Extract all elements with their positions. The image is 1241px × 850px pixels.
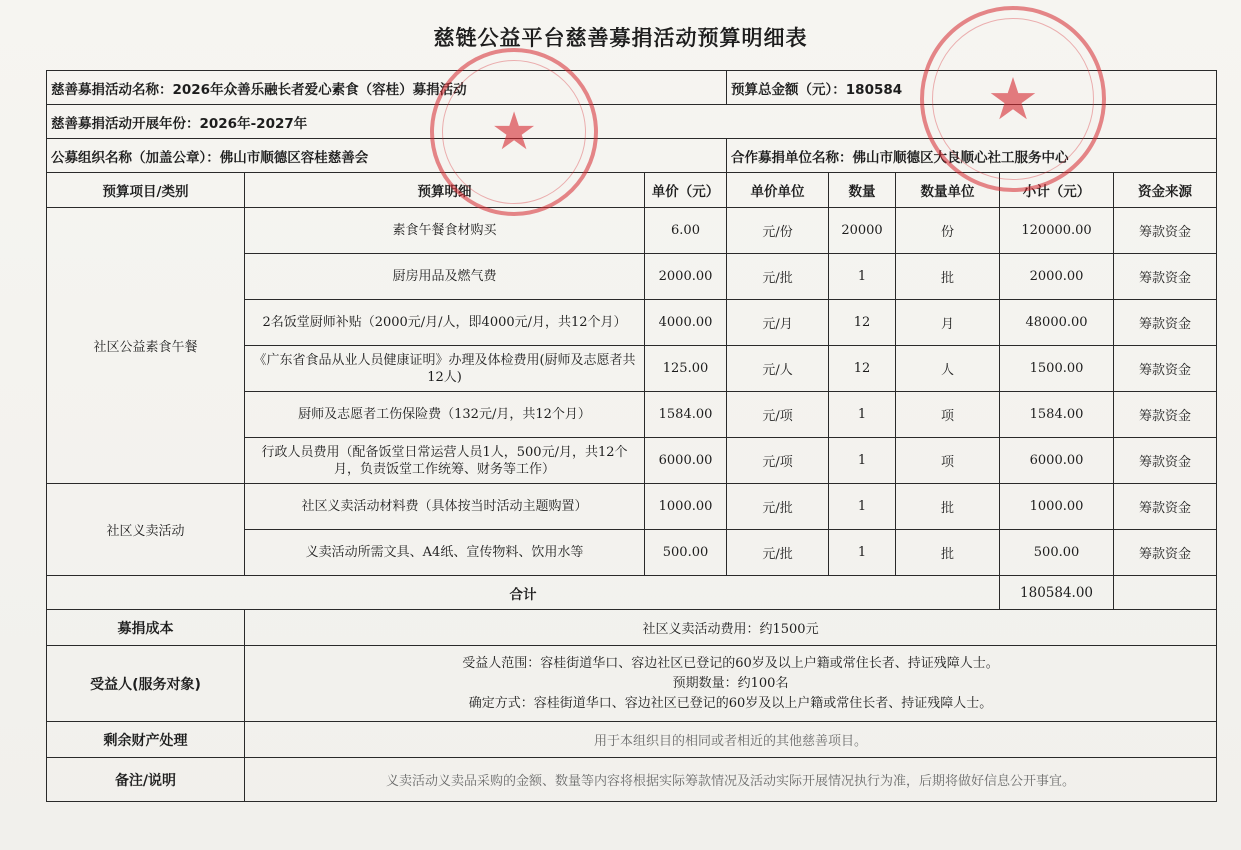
- seal-star-icon: ★: [987, 65, 1039, 133]
- row-price: 1000.00: [645, 484, 727, 530]
- row-qty: 1: [829, 254, 896, 300]
- row-desc: 素食午餐食材购买: [245, 208, 645, 254]
- col-header: 数量: [829, 173, 896, 208]
- row-desc: 社区义卖活动材料费（具体按当时活动主题购置）: [245, 484, 645, 530]
- total-label: 合计: [47, 576, 1000, 610]
- row-qty: 12: [829, 300, 896, 346]
- row-price: 125.00: [645, 346, 727, 392]
- row-price-unit: 元/份: [727, 208, 829, 254]
- beneficiaries-row: [47, 646, 1217, 722]
- fundraising-cost-label: 募捐成本: [47, 610, 245, 646]
- fundraising-cost-value: 社区义卖活动费用：约1500元: [245, 610, 1217, 646]
- beneficiaries-method: 确定方式：容桂街道华口、容边社区已登记的60岁及以上户籍或常住长者、持证残障人士。: [468, 695, 993, 711]
- row-price: 4000.00: [645, 300, 727, 346]
- row-subtotal: 6000.00: [1000, 438, 1114, 484]
- surplus-value: 用于本组织目的相同或者相近的其他慈善项目。: [245, 722, 1217, 758]
- row-price-unit: 元/项: [727, 438, 829, 484]
- row-source: 筹款资金: [1114, 254, 1217, 300]
- category-cell: 社区义卖活动: [47, 484, 245, 576]
- activity-year: 慈善募捐活动开展年份：2026年-2027年: [47, 105, 1217, 139]
- row-desc: 义卖活动所需文具、A4纸、宣传物料、饮用水等: [245, 530, 645, 576]
- row-desc: 厨房用品及燃气费: [245, 254, 645, 300]
- row-desc: 行政人员费用（配备饭堂日常运营人员1人，500元/月，共12个月，负责饭堂工作统筹、财务等工作）: [245, 438, 645, 484]
- remarks-row: [47, 758, 1217, 802]
- row-qty: 1: [829, 392, 896, 438]
- partner-name: 合作募捐单位名称：佛山市顺德区大良顺心社工服务中心: [727, 139, 1217, 173]
- row-subtotal: 1500.00: [1000, 346, 1114, 392]
- col-header: 预算项目/类别: [47, 173, 245, 208]
- row-qty: 12: [829, 346, 896, 392]
- org-name: 公募组织名称（加盖公章）：佛山市顺德区容桂慈善会: [47, 139, 727, 173]
- row-price-unit: 元/人: [727, 346, 829, 392]
- row-price: 500.00: [645, 530, 727, 576]
- row-source: 筹款资金: [1114, 438, 1217, 484]
- info-row-2: [47, 105, 1217, 139]
- row-qty-unit: 项: [896, 392, 1000, 438]
- total-empty: [1114, 576, 1217, 610]
- activity-name: 慈善募捐活动名称：2026年众善乐融长者爱心素食（容桂）募捐活动: [47, 71, 727, 105]
- budget-table: [46, 70, 1217, 802]
- row-qty: 1: [829, 438, 896, 484]
- row-desc: 《广东省食品从业人员健康证明》办理及体检费用(厨师及志愿者共12人): [245, 346, 645, 392]
- row-qty-unit: 批: [896, 530, 1000, 576]
- row-desc: 2名饭堂厨师补贴（2000元/月/人，即4000元/月，共12个月）: [245, 300, 645, 346]
- budget-row: [47, 484, 1217, 530]
- column-header-row: [47, 173, 1217, 208]
- col-header: 单价（元）: [645, 173, 727, 208]
- row-subtotal: 2000.00: [1000, 254, 1114, 300]
- col-header: 小计（元）: [1000, 173, 1114, 208]
- row-subtotal: 1000.00: [1000, 484, 1114, 530]
- row-qty-unit: 份: [896, 208, 1000, 254]
- document-title: 慈链公益平台慈善募捐活动预算明细表: [433, 26, 808, 50]
- row-price: 1584.00: [645, 392, 727, 438]
- total-budget: 预算总金额（元）：180584: [727, 71, 1217, 105]
- row-subtotal: 500.00: [1000, 530, 1114, 576]
- row-subtotal: 120000.00: [1000, 208, 1114, 254]
- seal-star-icon: ★: [490, 102, 538, 162]
- row-price: 2000.00: [645, 254, 727, 300]
- col-header: 单价单位: [727, 173, 829, 208]
- row-qty: 20000: [829, 208, 896, 254]
- row-price-unit: 元/批: [727, 254, 829, 300]
- row-desc: 厨师及志愿者工伤保险费（132元/月，共12个月）: [245, 392, 645, 438]
- row-qty-unit: 人: [896, 346, 1000, 392]
- row-source: 筹款资金: [1114, 346, 1217, 392]
- info-row-3: [47, 139, 1217, 173]
- col-header: 数量单位: [896, 173, 1000, 208]
- row-price-unit: 元/批: [727, 484, 829, 530]
- budget-row: [47, 208, 1217, 254]
- category-cell: 社区公益素食午餐: [47, 208, 245, 484]
- row-price-unit: 元/批: [727, 530, 829, 576]
- remarks-value: 义卖活动义卖品采购的金额、数量等内容将根据实际筹款情况及活动实际开展情况执行为准，后期将做好信息公开事宜。: [245, 758, 1217, 802]
- row-source: 筹款资金: [1114, 300, 1217, 346]
- col-header: 资金来源: [1114, 173, 1217, 208]
- col-header: 预算明细: [245, 173, 645, 208]
- row-source: 筹款资金: [1114, 392, 1217, 438]
- row-qty-unit: 项: [896, 438, 1000, 484]
- row-qty: 1: [829, 530, 896, 576]
- total-row: [47, 576, 1217, 610]
- info-row-1: [47, 71, 1217, 105]
- fundraising-cost-row: [47, 610, 1217, 646]
- total-value: 180584.00: [1000, 576, 1114, 610]
- surplus-row: [47, 722, 1217, 758]
- row-price-unit: 元/月: [727, 300, 829, 346]
- row-qty-unit: 月: [896, 300, 1000, 346]
- beneficiaries-count: 预期数量：约100名: [672, 675, 789, 691]
- row-qty-unit: 批: [896, 484, 1000, 530]
- row-qty: 1: [829, 484, 896, 530]
- row-price: 6.00: [645, 208, 727, 254]
- row-qty-unit: 批: [896, 254, 1000, 300]
- remarks-label: 备注/说明: [47, 758, 245, 802]
- row-price: 6000.00: [645, 438, 727, 484]
- row-subtotal: 1584.00: [1000, 392, 1114, 438]
- beneficiaries-label: 受益人(服务对象): [47, 646, 245, 722]
- beneficiaries-scope: 受益人范围：容桂街道华口、容边社区已登记的60岁及以上户籍或常住长者、持证残障人士。: [462, 655, 999, 671]
- row-subtotal: 48000.00: [1000, 300, 1114, 346]
- row-source: 筹款资金: [1114, 530, 1217, 576]
- row-source: 筹款资金: [1114, 484, 1217, 530]
- row-price-unit: 元/项: [727, 392, 829, 438]
- row-source: 筹款资金: [1114, 208, 1217, 254]
- beneficiaries-value: [245, 646, 1217, 722]
- surplus-label: 剩余财产处理: [47, 722, 245, 758]
